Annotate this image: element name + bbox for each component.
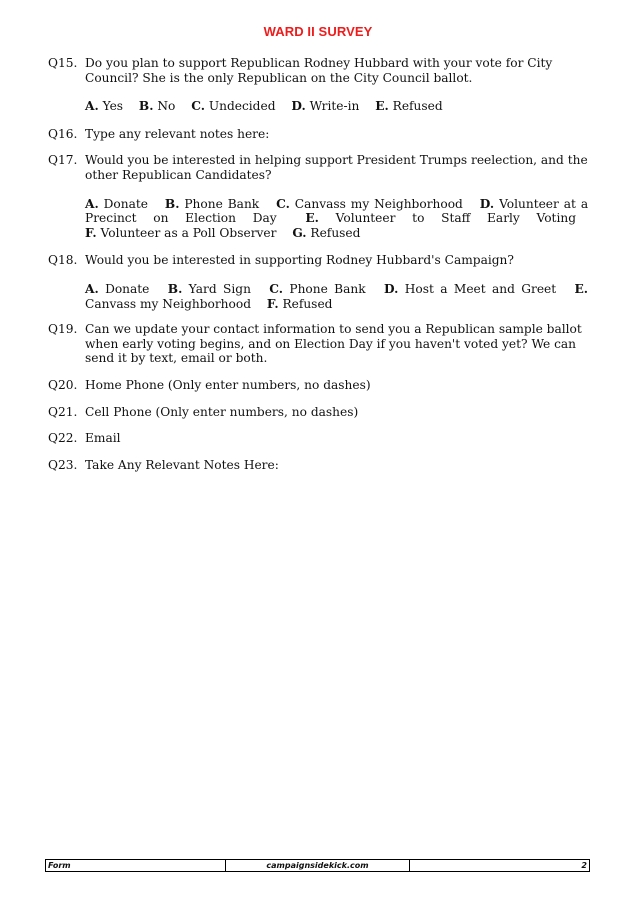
question-number: Q15. bbox=[48, 56, 78, 70]
answer-option[interactable] bbox=[191, 99, 275, 113]
answer-option[interactable] bbox=[85, 226, 276, 240]
option-letter: C. bbox=[191, 99, 205, 114]
question-text: Take Any Relevant Notes Here: bbox=[85, 457, 279, 472]
option-letter: E. bbox=[574, 281, 589, 296]
option-label: Yard Sign bbox=[188, 281, 251, 296]
option-label: Refused bbox=[392, 99, 443, 114]
question-text: Do you plan to support Republican Rodney Hubbard with your vote for City Council? She is the only Republican on the City Council ballot. bbox=[85, 56, 553, 85]
question-text: Cell Phone (Only enter numbers, no dashes) bbox=[85, 404, 359, 419]
question-number: Q17. bbox=[48, 153, 78, 168]
question-q21 bbox=[48, 405, 588, 420]
option-letter: F. bbox=[266, 296, 279, 311]
question-list bbox=[48, 56, 588, 472]
option-letter: D. bbox=[384, 281, 399, 296]
question-q15 bbox=[48, 56, 588, 85]
option-letter: G. bbox=[292, 225, 307, 240]
option-letter: A. bbox=[85, 196, 99, 211]
option-label: Phone Bank bbox=[184, 196, 260, 211]
question-text: Type any relevant notes here: bbox=[85, 126, 270, 141]
option-label: Undecided bbox=[208, 99, 276, 114]
option-label: Canvass my Neighborhood bbox=[85, 296, 252, 311]
answer-option[interactable] bbox=[269, 282, 365, 296]
option-letter: C. bbox=[269, 281, 284, 296]
option-letter: B. bbox=[164, 196, 180, 211]
question-text: Email bbox=[85, 431, 121, 446]
option-letter: F. bbox=[85, 225, 97, 240]
option-label: Volunteer to Staff Early Voting bbox=[335, 211, 576, 226]
option-label: Donate bbox=[105, 281, 150, 296]
option-label: Refused bbox=[282, 296, 333, 311]
footer-site-link[interactable]: campaignsidekick.com bbox=[226, 860, 410, 871]
question-q19 bbox=[48, 322, 588, 366]
answer-option[interactable] bbox=[292, 226, 360, 240]
question-q18 bbox=[48, 253, 588, 268]
question-number: Q20. bbox=[48, 377, 78, 392]
page-title: WARD II SURVEY bbox=[263, 24, 373, 39]
question-q17 bbox=[48, 153, 588, 182]
footer-form-label: Form bbox=[46, 860, 226, 871]
option-letter: B. bbox=[167, 281, 183, 296]
option-label: Host a Meet and Greet bbox=[404, 281, 557, 296]
question-number: Q18. bbox=[48, 253, 78, 268]
option-label: Refused bbox=[310, 225, 361, 240]
question-text: Home Phone (Only enter numbers, no dashes) bbox=[85, 377, 371, 392]
question-number: Q21. bbox=[48, 404, 78, 419]
option-letter: A. bbox=[85, 99, 99, 114]
question-q16 bbox=[48, 127, 588, 142]
option-letter: E. bbox=[305, 211, 319, 226]
answer-option[interactable] bbox=[85, 197, 148, 211]
answer-option[interactable] bbox=[165, 197, 259, 211]
option-label: No bbox=[157, 99, 176, 114]
option-letter: B. bbox=[138, 99, 154, 114]
answer-option[interactable] bbox=[139, 99, 175, 113]
question-text: Can we update your contact information to send you a Republican sample ballot when early voting begins, and on Election Day if you haven't voted yet? We can send it by text, email or both. bbox=[85, 322, 582, 366]
question-number: Q22. bbox=[48, 431, 78, 446]
option-letter: C. bbox=[276, 196, 290, 211]
option-letter: D. bbox=[291, 99, 306, 114]
answer-option[interactable] bbox=[267, 297, 333, 311]
question-q23 bbox=[48, 458, 588, 473]
answer-option[interactable] bbox=[375, 99, 442, 113]
option-label: Donate bbox=[103, 196, 148, 211]
answer-option[interactable] bbox=[85, 282, 149, 296]
question-q20 bbox=[48, 378, 588, 393]
question-text: Would you be interested in supporting Rodney Hubbard's Campaign? bbox=[85, 253, 514, 268]
answer-option[interactable] bbox=[276, 197, 463, 211]
option-label: Volunteer at a Precinct on Election Day bbox=[85, 196, 589, 226]
answer-option[interactable] bbox=[291, 99, 359, 113]
answer-option[interactable] bbox=[384, 282, 556, 296]
answer-options bbox=[85, 99, 588, 114]
question-q22 bbox=[48, 431, 588, 446]
question-text: Would you be interested in helping support President Trumps reelection, and the other Republican Candidates? bbox=[85, 153, 588, 182]
answer-option[interactable] bbox=[168, 282, 251, 296]
option-label: Canvass my Neighborhood bbox=[294, 196, 463, 211]
option-label: Write-in bbox=[309, 99, 360, 114]
question-number: Q23. bbox=[48, 457, 78, 472]
answer-options bbox=[85, 197, 588, 241]
question-number: Q16. bbox=[48, 126, 78, 141]
answer-option[interactable] bbox=[85, 99, 123, 113]
answer-options bbox=[85, 282, 588, 311]
footer-page-number: 2 bbox=[581, 861, 587, 870]
option-letter: E. bbox=[375, 99, 389, 114]
answer-option[interactable] bbox=[305, 211, 576, 225]
option-letter: D. bbox=[479, 196, 495, 211]
page-footer bbox=[45, 859, 590, 872]
question-number: Q19. bbox=[48, 322, 78, 337]
option-label: Volunteer as a Poll Observer bbox=[100, 225, 277, 240]
option-label: Yes bbox=[102, 99, 124, 114]
option-letter: A. bbox=[85, 281, 99, 296]
option-label: Phone Bank bbox=[289, 281, 366, 296]
